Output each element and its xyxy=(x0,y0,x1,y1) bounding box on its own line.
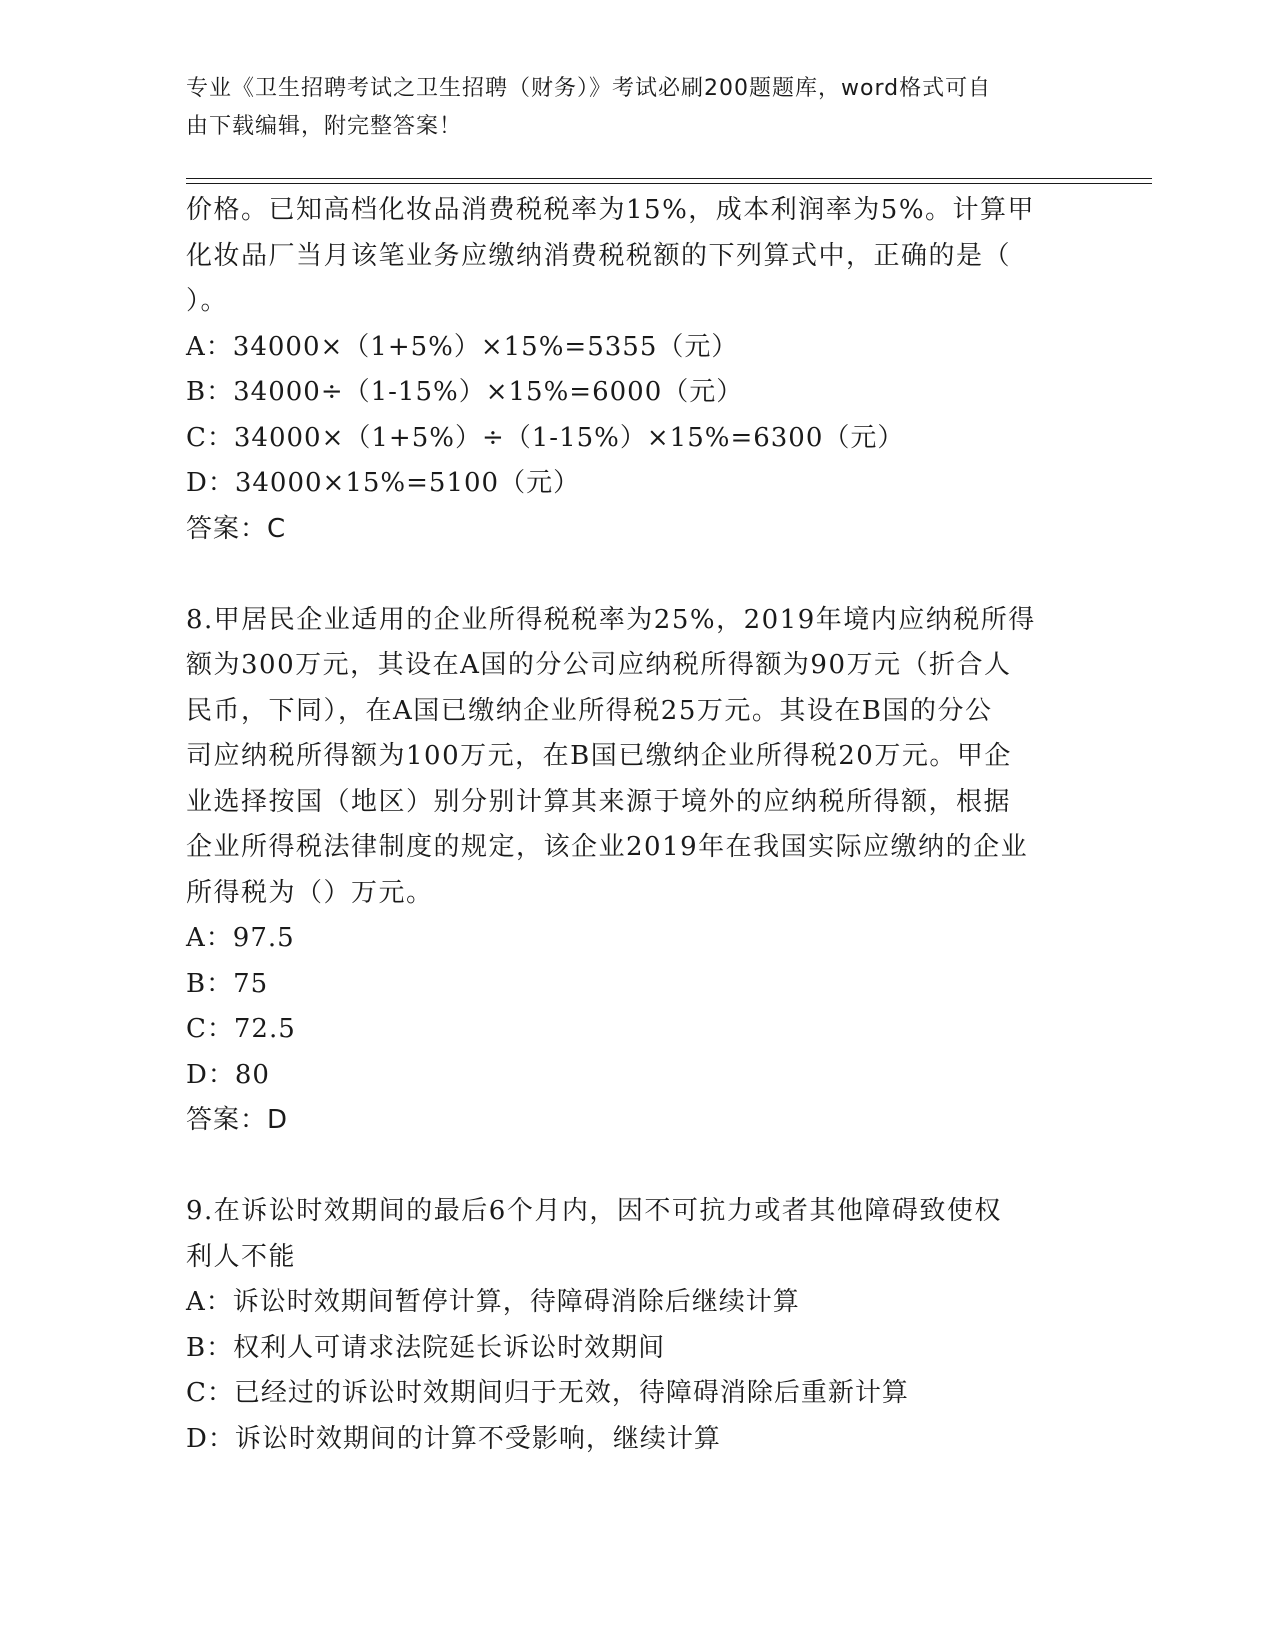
question-stem-line: 业选择按国（地区）别分别计算其来源于境外的应纳税所得额，根据 xyxy=(186,786,1012,817)
spacer xyxy=(186,1144,1086,1190)
option-d: D：80 xyxy=(186,1059,270,1090)
option-a: A：97.5 xyxy=(186,923,295,953)
option-b: B：权利人可请求法院延长诉讼时效期间 xyxy=(186,1332,666,1363)
question-stem-line: 8.甲居民企业适用的企业所得税税率为25%，2019年境内应纳税所得 xyxy=(186,604,1036,635)
question-9 xyxy=(186,1189,1086,1462)
option-d: D：诉讼时效期间的计算不受影响，继续计算 xyxy=(186,1423,721,1454)
spacer xyxy=(186,552,1086,598)
header-title-line-2: 由下载编辑，附完整答案！ xyxy=(186,114,463,139)
question-stem-line: 所得税为（）万元。 xyxy=(186,877,434,908)
header-divider-top xyxy=(186,178,1152,179)
option-c: C：72.5 xyxy=(186,1014,296,1044)
option-a: A：34000×（1+5%）×15%=5355（元） xyxy=(186,331,739,362)
question-7 xyxy=(186,188,1086,552)
option-a: A：诉讼时效期间暂停计算，待障碍消除后继续计算 xyxy=(186,1287,800,1317)
header-title-line-1: 专业《卫生招聘考试之卫生招聘（财务）》考试必刷200题题库，word格式可自 xyxy=(186,76,992,101)
option-b: B：75 xyxy=(186,968,269,999)
question-stem-line: 企业所得税法律制度的规定，该企业2019年在我国实际应缴纳的企业 xyxy=(186,832,1029,862)
option-c: C：34000×（1+5%）÷（1-15%）×15%=6300（元） xyxy=(186,422,905,453)
answer-label: 答案：C xyxy=(186,513,287,544)
header-divider-bottom xyxy=(186,183,1152,184)
option-c: C：已经过的诉讼时效期间归于无效，待障碍消除后重新计算 xyxy=(186,1378,909,1408)
question-stem-line: 化妆品厂当月该笔业务应缴纳消费税税额的下列算式中，正确的是（ xyxy=(186,240,1012,271)
document-content xyxy=(186,188,1086,1462)
question-stem-line: 额为300万元，其设在A国的分公司应纳税所得额为90万元（折合人 xyxy=(186,650,1012,680)
question-stem-line: 民币，下同），在A国已缴纳企业所得税25万元。其设在B国的分公 xyxy=(186,695,993,726)
option-b: B：34000÷（1-15%）×15%=6000（元） xyxy=(186,377,744,407)
page-header xyxy=(186,70,1066,146)
option-d: D：34000×15%=5100（元） xyxy=(186,468,581,498)
question-stem-line: 司应纳税所得额为100万元，在B国已缴纳企业所得税20万元。甲企 xyxy=(186,741,1012,771)
question-stem-line: 利人不能 xyxy=(186,1241,297,1272)
question-stem-line: ）。 xyxy=(186,286,229,316)
question-stem-line: 9.在诉讼时效期间的最后6个月内，因不可抗力或者其他障碍致使权 xyxy=(186,1196,1002,1226)
question-8 xyxy=(186,598,1086,1144)
question-stem-line: 价格。已知高档化妆品消费税税率为15%，成本利润率为5%。计算甲 xyxy=(186,195,1036,225)
answer-label: 答案：D xyxy=(186,1105,289,1135)
